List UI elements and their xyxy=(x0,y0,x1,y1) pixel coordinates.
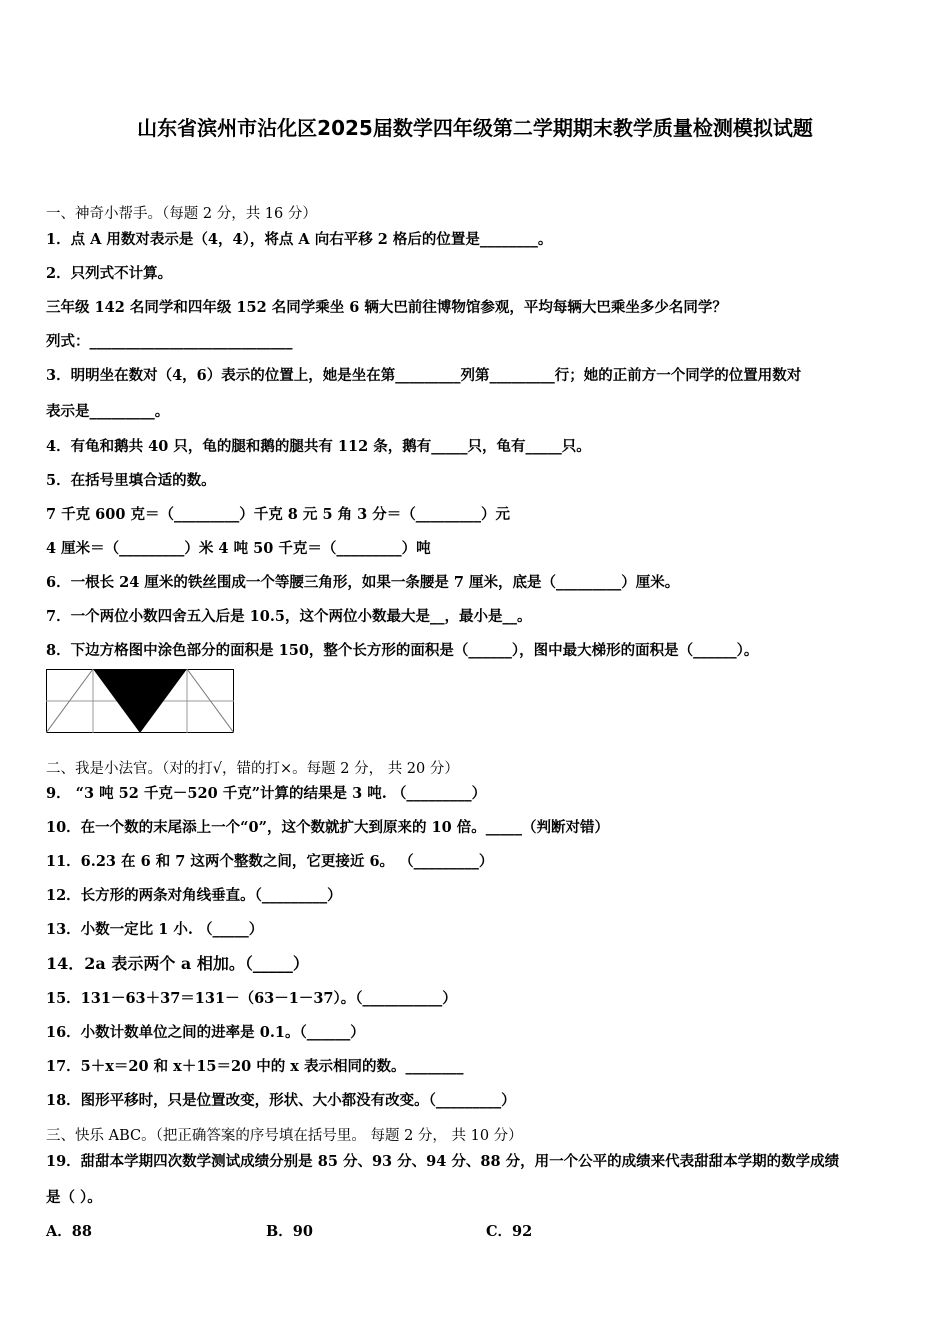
question-16: 16．小数计数单位之间的进率是 0.1。（______） xyxy=(46,1024,365,1041)
option-b: B．90 xyxy=(266,1223,313,1240)
question-9: 9． “3 吨 52 千克－520 千克”计算的结果是 3 吨. （_________） xyxy=(46,785,487,802)
question-14: 14．2a 表示两个 a 相加。（_____） xyxy=(46,954,309,973)
question-7: 7．一个两位小数四舍五入后是 10.5，这个两位小数最大是__，最小是__。 xyxy=(46,608,532,625)
question-2: 2．只列式不计算。 xyxy=(46,265,173,282)
question-5: 5．在括号里填合适的数。 xyxy=(46,472,216,489)
exam-title: 山东省滨州市沾化区2025届数学四年级第二学期期末教学质量检测模拟试题 xyxy=(137,116,813,140)
question-8: 8．下边方格图中涂色部分的面积是 150，整个长方形的面积是（______），图中最大梯形的面积是（______）。 xyxy=(46,642,759,659)
question-2-formula: 列式：____________________________ xyxy=(46,333,293,350)
section-3-heading: 三、快乐 ABC。（把正确答案的序号填在括号里。 每题 2 分， 共 10 分） xyxy=(46,1128,523,1144)
question-5-row-2: 4 厘米＝（_________）米 4 吨 50 千克＝（_________）吨 xyxy=(46,540,431,557)
question-4: 4．有龟和鹅共 40 只，龟的腿和鹅的腿共有 112 条，鹅有_____只，龟有_____只。 xyxy=(46,438,591,455)
question-18: 18．图形平移时，只是位置改变，形状、大小都没有改变。（_________） xyxy=(46,1092,516,1109)
question-19-cont: 是（ ）。 xyxy=(46,1189,102,1206)
section-2-heading: 二、我是小法官。（对的打√，错的打×。每题 2 分， 共 20 分） xyxy=(46,761,459,777)
question-1: 1．点 A 用数对表示是（4，4），将点 A 向右平移 2 格后的位置是________。 xyxy=(46,231,553,248)
question-17: 17．5＋x＝20 和 x＋15＝20 中的 x 表示相同的数。________ xyxy=(46,1058,464,1075)
question-19: 19．甜甜本学期四次数学测试成绩分别是 85 分、93 分、94 分、88 分，用一个公平的成绩来代表甜甜本学期的数学成绩 xyxy=(46,1153,840,1170)
question-5-row-1: 7 千克 600 克＝（_________）千克 8 元 5 角 3 分＝（_________）元 xyxy=(46,506,511,523)
question-3-cont: 表示是_________。 xyxy=(46,403,170,420)
question-11: 11．6.23 在 6 和 7 这两个整数之间，它更接近 6。 （_________） xyxy=(46,853,494,870)
option-c: C．92 xyxy=(486,1223,533,1240)
question-3: 3．明明坐在数对（4，6）表示的位置上，她是坐在第_________列第_________行；她的正前方一个同学的位置用数对 xyxy=(46,367,802,384)
grid-figure xyxy=(46,669,234,733)
question-12: 12．长方形的两条对角线垂直。（_________） xyxy=(46,887,342,904)
question-10: 10．在一个数的末尾添上一个“0”，这个数就扩大到原来的 10 倍。_____（判断对错） xyxy=(46,819,609,836)
question-13: 13．小数一定比 1 小. （_____） xyxy=(46,921,264,938)
question-15: 15．131－63＋37＝131－（63－1－37）。（___________） xyxy=(46,990,457,1007)
option-a: A．88 xyxy=(46,1223,92,1240)
section-1-heading: 一、神奇小帮手。（每题 2 分，共 16 分） xyxy=(46,206,317,222)
question-6: 6．一根长 24 厘米的铁丝围成一个等腰三角形，如果一条腰是 7 厘米，底是（_________）厘米。 xyxy=(46,574,680,591)
question-2-text: 三年级 142 名同学和四年级 152 名同学乘坐 6 辆大巴前往博物馆参观，平均每辆大巴乘坐多少名同学？ xyxy=(46,299,727,316)
